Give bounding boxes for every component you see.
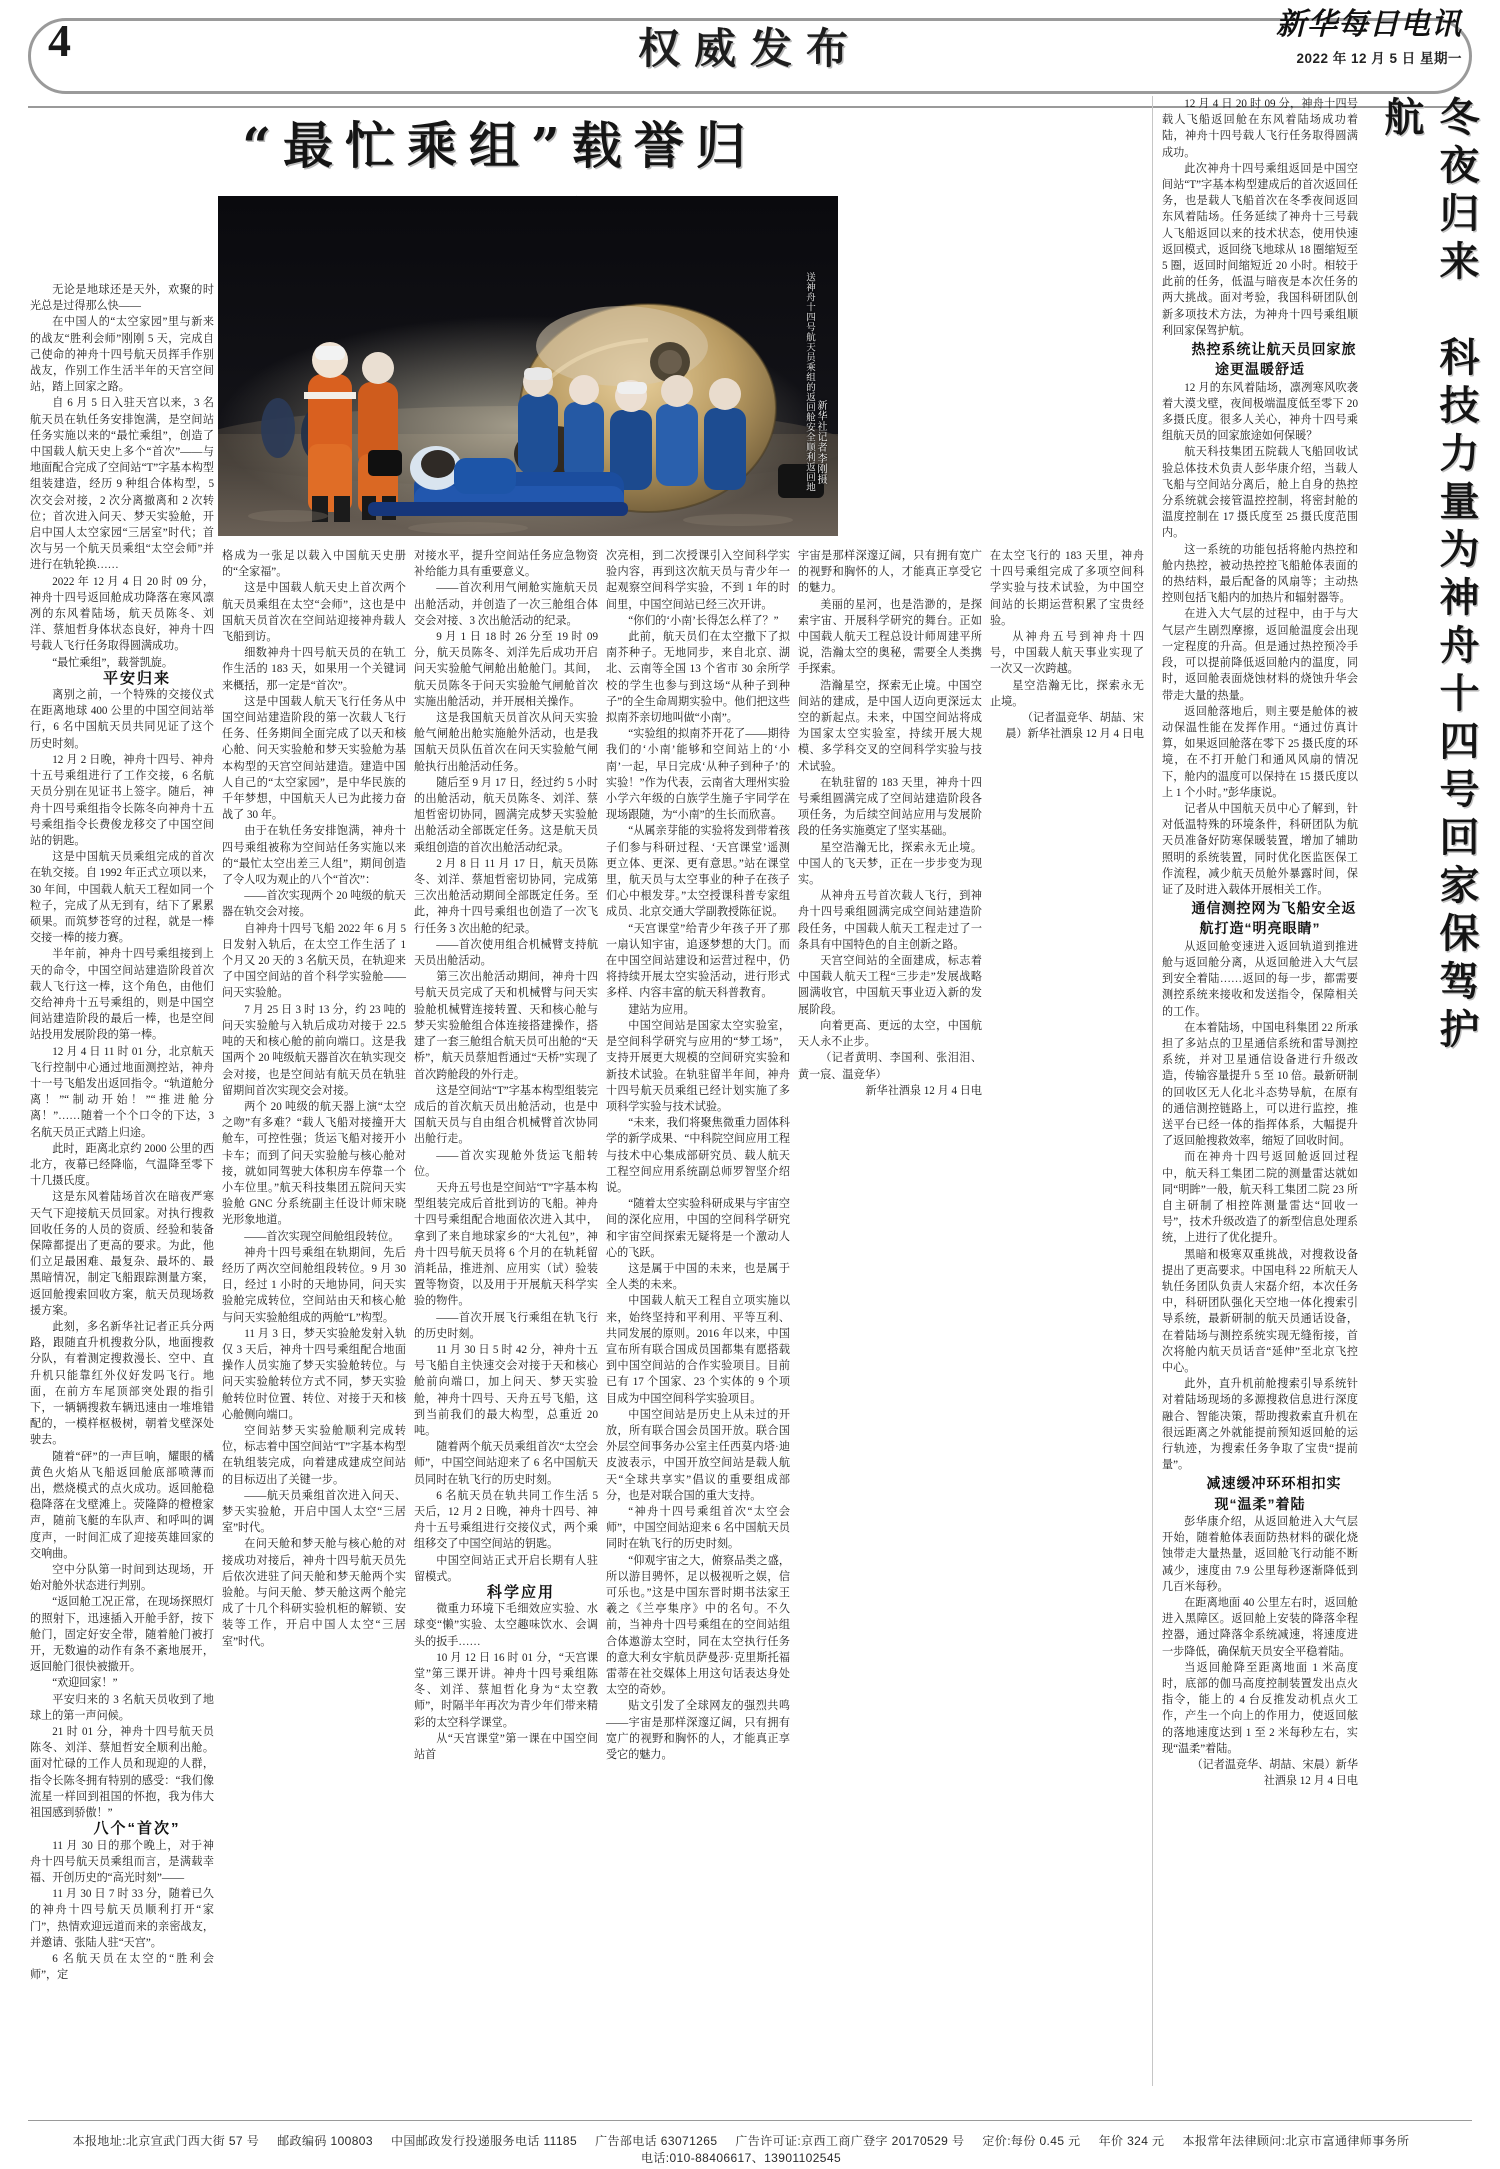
paragraph: 21 时 01 分，神舟十四号航天员陈冬、刘洋、蔡旭哲安全顺利出舱。面对忙碌的工作人员和现迎的人群，指令长陈冬拥有特别的感受：“我们像流星一样回到祖国的怀抱，我为伟大祖国感到骄傲！” (30, 1726, 214, 1820)
section-heading: 科学应用 (486, 1584, 555, 1601)
footer-rule (28, 2120, 1472, 2121)
sidebar-article-column (1162, 96, 1358, 2082)
paragraph: 随着两个航天员乘组首次“太空会师”，中国空间站迎来了 6 名中国航天员同时在轨飞行的历史时刻。 (414, 1441, 598, 1486)
paragraph: 此刻，多名新华社记者正兵分两路，跟随直升机搜救分队，地面搜救分队，有着测定搜救漫长、空中、直升机只能靠红外仪好发吗飞行。地面，在前方车尾顶部突处跟的指引下，一辆辆搜救车辆迅速由一堆堆错配的，一模样枢极树，朝着戈壁深处驶去。 (30, 1321, 214, 1447)
paragraph: 宇宙是那样深邃辽阔，只有拥有宽广的视野和胸怀的人，才能真正享受它的魅力。 (798, 550, 982, 595)
page-section-title: 权威发布 (637, 24, 862, 73)
paragraph: 中国空间站正式开启长期有人驻留模式。 (414, 1554, 598, 1583)
section-heading: 减速缓冲环环相扣实现“温柔”着陆 (1206, 1475, 1342, 1512)
paragraph: 这是我国航天员首次从问天实验舱气闸舱出舱实施舱外活动，也是我国航天员队伍首次在问天实验舱气闸舱执行出舱活动任务。 (414, 712, 598, 773)
paragraph: 次亮相，到二次授课引入空间科学实验内容，再到这次航天员与青少年一起观察空间科学实验，不到 1 年的时间里，中国空间站已经三次开讲。 (606, 550, 790, 611)
paragraph: 中国空间站是国家太空实验室，是空间科学研究与应用的“梦工场”，支持开展更大规模的空间研究实验和新技术试验。在轨驻留半年间，神舟十四号航天员乘组已经计划实施了多项科学实验与技术试验。 (606, 1019, 790, 1113)
paragraph: 7 月 25 日 3 时 13 分，约 23 吨的问天实验舱与入轨后成功对接于 22.5 吨的天和核心舱的前向端口。这是我国两个 20 吨级航天器首次在轨实现交会对接，也是空间站有航天员在轨驻留期间首次实现交会对接。 (222, 1003, 406, 1097)
paragraph: ——首次实现空间舱组段转位。 (244, 1230, 400, 1243)
footer-item: 广告许可证:京西工商广登字 20170529 号 (735, 2134, 965, 2148)
paragraph: “从属亲芽能的实验将发到带着孩子们参与科研过程、‘天宫课堂’遥测更立体、更深、更有意思。”站在课堂里，航天员与太空事业的种子在孩子们心中根发芽。”太空授课科普专家组成员、北京交通大学副教授陈征说。 (606, 825, 790, 919)
paragraph: （记者黄明、李国利、张泪泪、黄一宸、温竞华） (798, 1052, 982, 1081)
paragraph: 中国空间站是历史上从未过的开放，所有联合国会员国开放。联合国外层空间事务办公室主任西莫内塔·迪皮波表示，中国开放空间站是载人航天“全球共享实”倡议的重要组成部分，也是对联合国的重大支持。 (606, 1408, 790, 1502)
paragraph: 12 月 4 日 20 时 09 分，神舟十四号载人飞船返回舱在东风着陆场成功着陆，神舟十四号载人飞行任务取得圆满成功。 (1162, 98, 1358, 159)
paragraph: 在进入大气层的过程中，由于与大气层产生剧烈摩擦，返回舱温度会出现一定程度的升高。但是通过热控预冷手段，可以提前降低返回舱内的温度，同时，返回舱表面烧蚀材料的烧蚀升华会带走大量的热量。 (1162, 608, 1358, 702)
footer-item: 本报地址:北京宣武门西大街 57 号 (72, 2134, 260, 2148)
photo-credit: 新华社记者李刚摄 (815, 400, 826, 485)
paragraph: 从返回舱变速进入返回轨道到推进舱与返回舱分离，从返回舱进入大气层到安全着陆……返回的每一步，都需要测控系统来接收和发送指令，保障相关的工作。 (1162, 940, 1358, 1018)
paragraph: 11 月 3 日，梦天实验舱发射入轨仅 3 天后，神舟十四号乘组配合地面操作人员实施了梦天实验舱转位。与问天实验舱转位方式不同，梦天实验舱转位时位置、转位、对接于天和核心舱侧向端口。 (222, 1327, 406, 1421)
paragraph: 2 月 8 日 11 月 17 日，航天员陈冬、刘洋、蔡旭哲密切协同，完成第三次出舱活动期间全部既定任务。至此，神舟十四号乘组也创造了一次飞行任务 3 次出舱的纪录。 (414, 857, 598, 935)
paragraph: 在中国人的“太空家园”里与新来的战友“胜利会师”刚刚 5 天，完成自己使命的神舟十四号航天员挥手作别战友，作别工作生活半年的天宫空间站，踏上回家之路。 (30, 316, 214, 394)
lead-photo (218, 196, 838, 536)
paragraph: 星空浩瀚无比，探索永无止境。 (990, 679, 1144, 708)
paragraph: 细数神舟十四号航天员的在轨工作生活的 183 天，如果用一个关键词来概括，那一定是“首次”。 (222, 647, 406, 692)
paragraph: 这是东风着陆场首次在暗夜严寒天气下迎接航天员回家。对执行搜救回收任务的人员的资质、经验和装备保障都提出了更高的要求。为此，他们立足最困难、最复杂、最坏的、最黑暗情况，制定飞船跟踪测量方案，返回舱搜索回收方案，航天员现场救援方案。 (30, 1191, 214, 1317)
paragraph: 对接水平，提升空间站任务应急物资补给能力具有重要意义。 (414, 550, 598, 579)
paragraph: ——航天员乘组首次进入问天、梦天实验舱，开启中国人太空“三居室”时代。 (222, 1489, 406, 1535)
paragraph: 这是中国载人航天飞行任务从中国空间站建造阶段的第一次载人飞行任务、任务期间全面完成了以天和核心舱、问天实验舱和梦天实验舱为基本构型的天宫空间站建造。建造中国人自己的“太空家园”，是中华民族的千年梦想，中国航天人已为此接力奋战了 30 年。 (222, 695, 406, 822)
paragraph: 彭华康介绍，从返回舱进入大气层开始，随着舱体表面防热材料的碳化烧蚀带走大量热量，返回舱飞行动能不断减少，速度由 7.9 公里每秒逐渐降低到几百米每秒。 (1162, 1516, 1358, 1593)
paragraph: 9 月 1 日 18 时 26 分至 19 时 09 分，航天员陈冬、刘洋先后成功开启问天实验舱气闸舱出舱舱门。其间，航天员陈冬于问天实验舱气闸舱首次实施出舱活动，并开展相关操作。 (414, 631, 598, 708)
paragraph: ——首次使用组合机械臂支持航天员出舱活动。 (414, 938, 598, 968)
paragraph: 这是属于中国的未来，也是属于全人类的未来。 (606, 1262, 790, 1292)
footer-item: 本报常年法律顾问:北京市富通律师事务所 (1182, 2134, 1410, 2148)
footer-imprint (28, 2132, 1472, 2166)
paragraph: 这一系统的功能包括将舱内热控和舱内热控，被动热控控飞船舱体表面的的热结料，最后配备的风扇等；主动热控则包括飞船内的加热片和辐射器等。 (1162, 543, 1358, 605)
paragraph: 浩瀚星空，探索无止境。中国空间站的建成，是中国人迈向更深远太空的新起点。未来，中国空间站将成为国家太空实验室，持续开展大规模、多学科交叉的空间科学实验与技术试验。 (798, 679, 982, 773)
footer-item: 邮政编码 100803 (277, 2134, 373, 2148)
article-column-2 (222, 548, 406, 2082)
paragraph: “仰观宇宙之大，俯察品类之盛，所以游目骋怀，足以极视听之娱，信可乐也。”这是中国东晋时期书法家王羲之《兰亭集序》中的名句。不久前，当神舟十四号乘组在的空间站组合体遨游太空时，同在太空执行任务的意大利女宇航员萨曼莎·克里斯托福雷蒂在社交媒体上用这句话表达身处太空的奇妙。 (606, 1554, 790, 1697)
paragraph: 微重力环境下毛细效应实验、水球变“懒”实验、太空趣味饮水、会调头的扳手…… (414, 1603, 598, 1648)
paragraph: “天宫课堂”给青少年孩子开了那一扇认知宇宙，追逐梦想的大门。而在中国空间站建设和运营过程中，仍将持续开展太空实验活动，进行形式多样、内容丰富的航天科普教育。 (606, 922, 790, 1000)
paragraph: 随后至 9 月 17 日，经过约 5 小时的出舱活动，航天员陈冬、刘洋、蔡旭哲密切协同，圆满完成梦天实验舱出舱活动全部既定任务。这是航天员乘组创造的首次出舱活动纪录。 (414, 776, 598, 854)
paragraph: “欢迎回家！” (52, 1677, 118, 1690)
section-heading: 八个“首次” (93, 1820, 181, 1838)
paragraph: “实验组的拟南芥开花了——期待我们的‘小南’能够和空间站上的‘小南’一起，早日完成‘从种子到种子’的实验！”作为代表，云南省大理州实验小学六年级的白族学生施子宇同学在现场跟随，为“小南”的生长而欣喜。 (606, 728, 790, 822)
paragraph: 在太空飞行的 183 天里，神舟十四号乘组完成了多项空间科学实验与技术试验，为中国空间站的长期运营积累了宝贵经验。 (990, 550, 1144, 627)
publication-date: 2022 年 12 月 5 日 星期一 (1296, 50, 1462, 66)
deck-line-2: 科技力量为神舟十四号回家保驾护航 (1377, 96, 1480, 1056)
paragraph: 半年前，神舟十四号乘组接到上天的命令，中国空间站建造阶段首次载人飞行这一棒，这个角色，由他们交给神舟十五号乘组的，则是中国空间站建造阶段的最后一棒，也是空间站投用发展阶段的第一棒。 (30, 948, 214, 1042)
footer-item: 定价:每份 0.45 元 (982, 2134, 1081, 2148)
footer-item: 广告部电话 63071265 (595, 2134, 718, 2148)
brand-block (1276, 6, 1462, 67)
paragraph: 空间站梦天实验舱顺利完成转位，标志着中国空间站“T”字基本构型在轨组装完成，向着建成建成空间站的目标迈出了关键一步。 (222, 1424, 406, 1486)
paragraph: 返回舱落地后，则主要是舱体的被动保温性能在发挥作用。“通过仿真计算，如果返回舱落在零下 25 摄氏度的环境，在不打开舱门和通风风扇的情况下，舱内的温度可以保持在 15 摄氏度以上 1 个小时。”彭华康说。 (1162, 705, 1358, 799)
article-column-3 (414, 548, 598, 2082)
paragraph: ——首次实现舱外货运飞船转位。 (414, 1149, 598, 1178)
paragraph: 平安归来的 3 名航天员收到了地球上的第一声问候。 (30, 1693, 214, 1722)
column-separator (1152, 96, 1153, 2086)
paragraph: 随着“砰”的一声巨响，耀眼的橘黄色火焰从飞船返回舱底部喷薄而出，燃烧模式的点火成功。返回舱稳稳降落在戈壁滩上。荧隆降的橙橙家声，随前飞艇的车队声、和呼叫的调度声，一时间汇成了迎接英雄回家的交响曲。 (30, 1450, 214, 1560)
paragraph: 由于在轨任务安排饱满，神舟十四号乘组被称为空间站任务实施以来的“最忙太空出差三人组”，期间创造了令人叹为观止的八个“首次”： (222, 825, 406, 887)
paragraph: 这是中国载人航天史上首次两个航天员乘组在太空“会师”，这也是中国航天员首次在空间站迎接神舟载人飞船到访。 (222, 582, 406, 644)
article-column-1 (30, 282, 214, 2082)
paragraph: 从“天宫课堂”第一课在中国空间站首 (414, 1732, 598, 1762)
paragraph: 建站为应用。 (628, 1003, 695, 1016)
deck-line-1: 冬夜归来 (1433, 96, 1480, 288)
paragraph: 此外，直升机前舱搜索引导系统针对着陆场现场的多源搜救信息进行深度融合、智能决策，帮助搜救索直升机在很远距离之外就能提前预知返回舱的运行轨迹，为搜索任务争取了宝贵“提前量”。 (1162, 1378, 1358, 1472)
page-title: “最忙乘组”载誉归 (242, 116, 758, 175)
paragraph: 当返回舱降至距离地面 1 米高度时，底部的伽马高度控制装置发出点火指令，能上的 4 台反推发动机点火工作，产生一个向上的作用力，使返回舷的落地速度达到 1 至 2 米每秒左右，实现“温柔”着陆。 (1162, 1661, 1358, 1755)
paragraph: 此前，航天员们在太空撒下了拟南芥种子。无地同步，来自北京、湖北、云南等全国 13 个省市 30 余所学校的学生也参与到这场“从种子到种子”的全生命周期实验中。他们把这些拟南芥亲切地叫做“小南”。 (606, 631, 790, 725)
paragraph: 记者从中国航天员中心了解到，针对低温特殊的环境条件，科研团队为航天员准备好防寒保暖装置，增加了辅助照明的系统装置，同时优化医监医保工作流程，减少航天员舱外暴露时间，保证了及时进入载体开展相关工作。 (1162, 802, 1358, 896)
byline: （记者温竞华、胡喆、宋晨）新华社酒泉 12 月 4 日电 (1005, 712, 1144, 741)
article-column-6 (990, 548, 1144, 2082)
paragraph: 而在神舟十四号返回舱返回过程中，航天科工集团二院的测量雷达就如同“明眸”一般，航天科工集团二院 23 所自主研制了相控阵测量雷达“回收一号”，技术升级改造了的新型信息处理系统，上进行了优化提升。 (1162, 1151, 1358, 1245)
paragraph: 12 月 4 日 11 时 01 分，北京航天飞行控制中心通过地面测控站，神舟十一号飞船发出返回指令。“轨道舱分离！”“制动开始！”“推进舱分离！”……随着一个个口令的下达，3 名航天员正式踏上归途。 (30, 1045, 214, 1139)
paragraph: 此次神舟十四号乘组返回是中国空间站“T”字基本构型建成后的首次返回任务，也是载人飞船首次在冬季夜间返回东风着陆场。任务延续了神舟十三号载人飞船返回以来的技术状态，使用快速返回模式，返回绕飞地球从 18 圈缩短至 5 圈，返回时间缩短近 20 小时。相较于此前的任务，低温与暗夜是本次任务的两大挑战。面对考验，我国科研团队创新多项技术方法，为神舟十四号乘组顺利回家保驾护航。 (1162, 162, 1358, 337)
paragraph: 天舟五号也是空间站“T”字基本构型组装完成后首批到访的飞船。神舟十四号乘组配合地面依次进入其中，拿到了来自地球家乡的“大礼包”，神舟十四号航天员将 6 个月的在轨耗留消耗品，推进剂、应用实（试）验装置等物资，以及用于开展航天科学实验的物件。 (414, 1181, 598, 1308)
photo-caption: 送神舟十四号航天员乘组的返回舱安全顺利返回地 (804, 272, 815, 492)
footer-item: 电话:010-88406617、13901102545 (640, 2151, 842, 2165)
paragraph: “随着太空实验科研成果与宇宙空间的深化应用，中国的空间科学研究和宇宙空间探索无疑将是一个激动人心的飞跃。 (606, 1198, 790, 1259)
paragraph: 12 月的东风着陆场，凛冽寒风吹袭着大漠戈壁，夜间极端温度低至零下 20 多摄氏度。很多人关心，神舟十四号乘组航天员的回家旅途如何保暖？ (1162, 381, 1358, 443)
paragraph: 2022 年 12 月 4 日 20 时 09 分，神舟十四号返回舱成功降落在寒风凛冽的东风着陆场，航天员陈冬、刘洋、蔡旭哲身体状态良好，神舟十四号载人飞行任务取得圆满成功。 (30, 575, 214, 653)
page-number: 4 (48, 15, 71, 66)
paragraph: 自 6 月 5 日入驻天宫以来，3 名航天员在轨任务安排饱满，是空间站任务实施以来的“最忙乘组”，创造了中国载人航天史上多个“首次”——与地面配合完成了空间站“T”字基本构型组装建造，经历 9 种组合体构型，5 次交会对接，2 次分离撤离和 2 次转位；首次进入问天、梦天实验舱，开启中国人太空家园“三居室”时代；首次与另一个航天员乘组“太空会师”并进行在轨轮换…… (30, 397, 214, 572)
paragraph: 无论是地球还是天外，欢聚的时光总是过得那么快—— (30, 284, 214, 313)
paragraph: 11 月 30 日的那个晚上，对于神舟十四号航天员乘组而言，是满载幸福、开创历史的“高光时刻”—— (30, 1839, 214, 1884)
paragraph: 这是中国航天员乘组完成的首次在轨交接。自 1992 年正式立项以来，30 年间，中国载人航天工程如同一个粒子，完成了从无到有，结下了累累硕果。而筑梦苍穹的过程，就是一棒交接一棒的接力赛。 (30, 851, 214, 945)
paragraph: 第三次出舱活动期间，神舟十四号航天员完成了天和机械臂与问天实验舱机械臂连接转置、天和核心舱与梦天实验舱组合体连接搭建操作，搭建了一套三舱组合航天员可出舱的“天桥”，航天员蔡旭哲通过“天桥”实现了首次跨舱段的外行走。 (414, 971, 598, 1081)
paragraph: “未来，我们将聚焦微重力固体科学的新学成果、“中科院空间应用工程与技术中心集成部研究员、载人航天工程空间应用系统副总师罗智坚介绍说。 (606, 1117, 790, 1194)
paragraph: 此时，距离北京约 2000 公里的西北方，夜幕已经降临，气温降至零下十几摄氏度。 (30, 1142, 214, 1188)
paragraph: 在距离地面 40 公里左右时，返回舱进入黑障区。返回舱上安装的降落伞程控器，通过降落伞系统减速，将速度进一步降低，确保航天员安全平稳着陆。 (1162, 1597, 1358, 1658)
paragraph: 格成为一张足以载入中国航天史册的“全家福”。 (222, 550, 406, 579)
paragraph: 天宫空间站的全面建成，标志着中国载人航天工程“三步走”发展战略圆满收官，中国航天事业迈入新的发展阶段。 (798, 955, 982, 1016)
paragraph: 在问天舱和梦天舱与核心舱的对接成功对接后，神舟十四号航天员先后依次进驻了问天舱和梦天舱两个实验舱。与问天舱、梦天舱这两个舱完成了十几个科研实验机柜的解锁、安装等工作，开启中国人太空“三居室”时代。 (222, 1538, 406, 1648)
paragraph: 从神舟五号首次载人飞行，到神舟十四号乘组圆满完成空间站建造阶段任务，中国载人航天工程走过了一条具有中国特色的自主创新之路。 (798, 890, 982, 951)
paragraph: ——首次利用气闸舱实施航天员出舱活动，并创造了一次三舱组合体交会对接、3 次出舱活动的纪录。 (414, 582, 598, 627)
paragraph: 神舟十四号乘组在轨期间，先后经历了两次空间舱组段转位。9 月 30 日，经过 1 小时的天地协同，问天实验舱完成转位，空间站由天和核心舱与问天实验舱组成的两舱“L”构型。 (222, 1246, 406, 1324)
footer-item: 年价 324 元 (1098, 2134, 1165, 2148)
paragraph: ——首次实现两个 20 吨级的航天器在轨交会对接。 (222, 890, 406, 919)
paragraph: 空中分队第一时间到达现场，开始对舱外状态进行判别。 (30, 1564, 214, 1593)
paragraph: 中国载人航天工程自立项实施以来，始终坚持和平利用、平等互利、共同发展的原则。2016 年以来，中国宣布所有联合国成员国都集有愿搭载到中国空间站的合作实验项目。目前已有 17 个国家、23 个实体的 9 个项目成为中国空间科学实验项目。 (606, 1295, 790, 1405)
paragraph: 11 月 30 日 5 时 42 分，神舟十五号飞船自主快速交会对接于天和核心舱前向端口，加上问天、梦天实验舱，神舟十四号、天舟五号飞船，这到当前我们的最大构型，总重近 20 吨。 (414, 1343, 598, 1437)
section-heading: 通信测控网为飞船安全返航打造“明亮眼睛” (1191, 900, 1357, 937)
paragraph: 星空浩瀚无比，探索永无止境。中国人的飞天梦，正在一步步变为现实。 (798, 841, 982, 887)
brand-name: 新华每日电讯 (1276, 7, 1462, 42)
paragraph: 在轨驻留的 183 天里，神舟十四号乘组圆满完成了空间站建造阶段各项任务，为后续空间站应用与发展阶段的任务实施奠定了坚实基础。 (798, 776, 982, 838)
article-column-4 (606, 548, 790, 2082)
paragraph: 在本着陆场，中国电科集团 22 所承担了多站点的卫星通信系统和雷导测控系统，并对卫星通信设备进行升级改造，传输容量提升 5 至 10 倍。最新研制的回收区无人化北斗态势导航，在原有的通信测控链路上，可以进行监控，推送平台已经一体的指挥体系，大幅提升了返回舱搜救效率，缩短了回收时间。 (1162, 1021, 1358, 1148)
paragraph: 这是空间站“T”字基本构型组装完成后的首次航天员出舱活动，也是中国航天员与自由组合机械臂首次协同出舱行走。 (414, 1084, 598, 1146)
paragraph: 向着更高、更远的太空，中国航天人永不止步。 (798, 1019, 982, 1049)
paragraph: ——首次开展飞行乘组在轨飞行的历史时刻。 (414, 1311, 598, 1340)
paragraph: 航天科技集团五院载人飞船回收试验总体技术负责人彭华康介绍，当载人飞船与空间站分离后，舱上自身的热控分系统就会接管温控控制，将密封舱的温度控制在 17 摄氏度至 25 摄氏度范围内。 (1162, 446, 1358, 540)
paragraph: 11 月 30 日 7 时 33 分，随着已久的神舟十四号航天员顺利打开“家门”，热情欢迎远道而来的亲密战友，并邀请、张陆人驻“天宫”。 (30, 1888, 214, 1949)
paragraph: 6 名航天员在轨共同工作生活 5 天后，12 月 2 日晚，神舟十四号、神舟十五号乘组进行交接仪式，两个乘组移交了中国空间站的钥匙。 (414, 1489, 598, 1551)
paragraph: 离别之前，一个特殊的交接仪式在距离地球 400 公里的中国空间站举行，6 名中国航天员共同见证了这个历史时刻。 (30, 689, 214, 750)
paragraph: 美丽的星河，也是浩渺的，是探索宇宙、开展科学研究的舞台。正如中国载人航天工程总设计师周建平所说，浩瀚太空的奥秘，需要全人类携手探索。 (798, 598, 982, 676)
section-heading: 热控系统让航天员回家旅途更温暖舒适 (1191, 341, 1357, 378)
paragraph: “你们的‘小南’长得怎么样了？” (628, 614, 779, 627)
paragraph: “最忙乘组”，载誉凯旋。 (52, 656, 173, 669)
paragraph: 自神舟十四号飞船 2022 年 6 月 5 日发射入轨后，在太空工作生活了 1 个月又 20 天的 3 名航天员，在轨迎来了中国空间站的首个科学实验舱——问天实验舱。 (222, 922, 406, 1000)
paragraph: 6 名航天员在太空的“胜利会师”，定 (30, 1952, 214, 1982)
byline: （记者温竞华、胡喆、宋晨）新华社酒泉 12 月 4 日电 (1191, 1759, 1358, 1788)
paragraph: 10 月 12 日 16 时 01 分，“天宫课堂”第三课开讲。神舟十四号乘组陈冬、刘洋、蔡旭哲化身为“太空教师”，时隔半年再次为青少年们带来精彩的太空科学课堂。 (414, 1651, 598, 1729)
paragraph: “神舟十四号乘组首次“太空会师”，中国空间站迎来 6 名中国航天员同时在轨飞行的历史时刻。 (606, 1505, 790, 1551)
byline: 新华社酒泉 12 月 4 日电 (865, 1084, 982, 1097)
paragraph: 黑暗和极寒双重挑战，对搜救设备提出了更高要求。中国电科 22 所航天人轨任务团队负责人宋磊介绍，本次任务中，科研团队强化天空地一体化搜索引导系统，最新研制的航天员通话设备，在着陆场与测控系统实现无缝衔接，首次将舱内航天员话音“延伸”至北京飞控中心。 (1162, 1248, 1358, 1375)
paragraph: 12 月 2 日晚，神舟十四号、神舟十五号乘组进行了工作交接，6 名航天员分别在见证书上签字。随后，神舟十四号乘组指令长陈冬向神舟十五号乘组指令长费俊龙移交了中国空间站的钥匙。 (30, 753, 214, 847)
paragraph: “返回舱工况正常，在现场探照灯的照射下，迅速插入开舱手舒，按下舱门，固定好安全带，随着舱门被打开，无数遍的动作有条不紊地展开，返回舱门很快被撤开。 (30, 1596, 214, 1674)
footer-item: 中国邮政发行投递服务电话 11185 (390, 2134, 578, 2148)
paragraph: 两个 20 吨级的航天器上演“太空之吻”有多难？“载人飞船对接撞开大舱车，可控性强；货运飞船对接开小卡车；而到了问天实验舱与核心舱对接，就如同驾驶大体积房车停靠一个小车位里。”航天科技集团五院问天实验舱 GNC 分系统副主任设计师宋晓光形象地道。 (222, 1100, 406, 1227)
section-heading: 平安归来 (102, 669, 171, 687)
article-column-5 (798, 548, 982, 2082)
vertical-deck-headline (1374, 96, 1484, 1096)
paragraph: 贴文引发了全球网友的强烈共鸣——宇宙是那样深邃辽阔，只有拥有宽广的视野和胸怀的人，才能真正享受它的魅力。 (606, 1700, 790, 1762)
paragraph: 从神舟五号到神舟十四号，中国载人航天事业实现了一次又一次跨越。 (990, 631, 1144, 676)
